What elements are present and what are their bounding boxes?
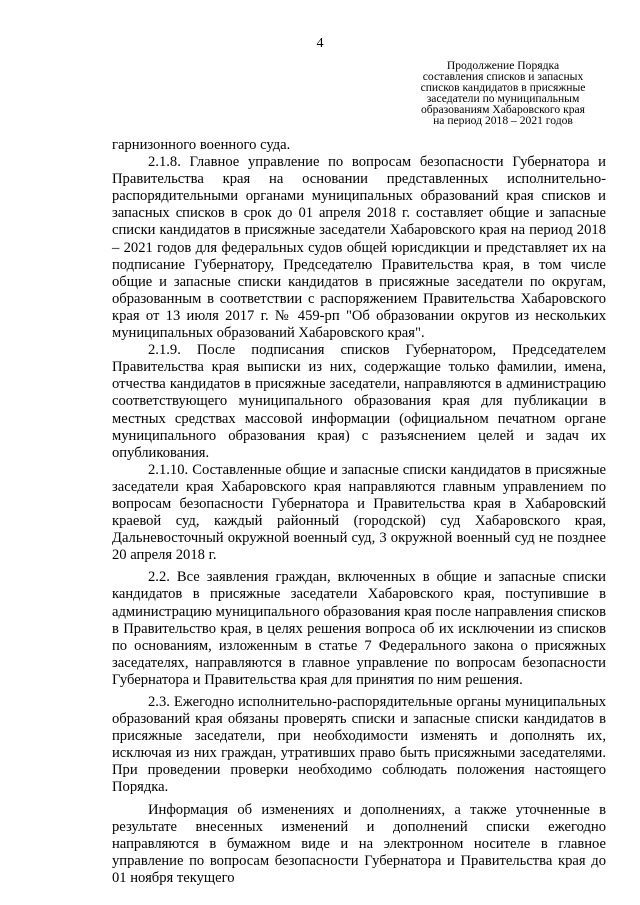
paragraph-2-2: 2.2. Все заявления граждан, включенных в общие и запасные списки кандидатов в присяжные заседатели Хабаровского края, поступившие в администрацию муниципального образования края после направления списков в Правительство края, в целях решения вопроса об их исключении из списков по основаниям, изложенным в статье 7 Федерального закона о присяжных заседателях, направляются в главное управление по вопросам безопасности Губернатора и Правительства края для принятия по ним решения. xyxy=(112,569,606,688)
document-header-continuation xyxy=(408,60,598,126)
header-line: составления списков и запасных xyxy=(422,70,584,83)
paragraph-2-1-9: 2.1.9. После подписания списков Губернатором, Председателем Правительства края выписки из них, содержащие только фамилии, имена, отчества кандидатов в присяжные заседатели, направляются в администрацию соответствующего муниципального образования края для публикации в местных средствах массовой информации (официальном печатном органе муниципального образования края) с разъяснением целей и задач их опубликования. xyxy=(112,342,606,461)
page-number: 4 xyxy=(316,36,324,51)
paragraph-continuation: гарнизонного военного суда. xyxy=(112,137,291,153)
header-line: списков кандидатов в присяжные xyxy=(420,81,586,94)
header-line: заседатели по муниципальным xyxy=(426,92,580,105)
header-line: на период 2018 – 2021 годов xyxy=(433,114,573,127)
paragraph-2-1-10: 2.1.10. Составленные общие и запасные списки кандидатов в присяжные заседатели края Хабаровского края направляются главным управлением по вопросам безопасности Губернатора и Правительства края в Хабаровский краевой суд, каждый районный (городской) суд Хабаровского края, Дальневосточный окружной военный суд, 3 окружной военный суд не позднее 20 апреля 2018 г. xyxy=(112,461,606,564)
paragraph-2-1-8: 2.1.8. Главное управление по вопросам безопасности Губернатора и Правительства края на основании представленных исполнительно-распорядительными органами муниципальных образований края списков и запасных списков в срок до 01 апреля 2018 г. составляет общие и запасные списки кандидатов в присяжные заседатели Хабаровского края на период 2018 – 2021 годов для федеральных судов общей юрисдикции и представляет их на подписание Губернатору, Председателю Правительства края, в том числе общие и запасные списки кандидатов в присяжные заседатели по округам, образованным в соответствии с распоряжением Правительства Хабаровского края от 13 июля 2017 г. № 459-рп "Об образовании округов из нескольких муниципальных образований Хабаровского края". xyxy=(112,154,606,342)
header-line: Продолжение Порядка xyxy=(446,59,560,72)
header-line: образованиям Хабаровского края xyxy=(420,103,585,116)
document-body xyxy=(112,137,606,887)
paragraph-information: Информация об изменениях и дополнениях, а также уточненные в результате внесенных изменений и дополнений списки ежегодно направляются в бумажном виде и на электронном носителе в главное управление по вопросам безопасности Губернатора и Правительства края до 01 ноября текущего xyxy=(112,801,606,886)
paragraph-2-3: 2.3. Ежегодно исполнительно-распорядительные органы муниципальных образований края обязаны проверять списки и запасные списки кандидатов в присяжные заседатели, при необходимости изменять и дополнять их, исключая из них граждан, утративших право быть присяжными заседателями. При проведении проверки необходимо соблюдать положения настоящего Порядка. xyxy=(112,694,606,796)
